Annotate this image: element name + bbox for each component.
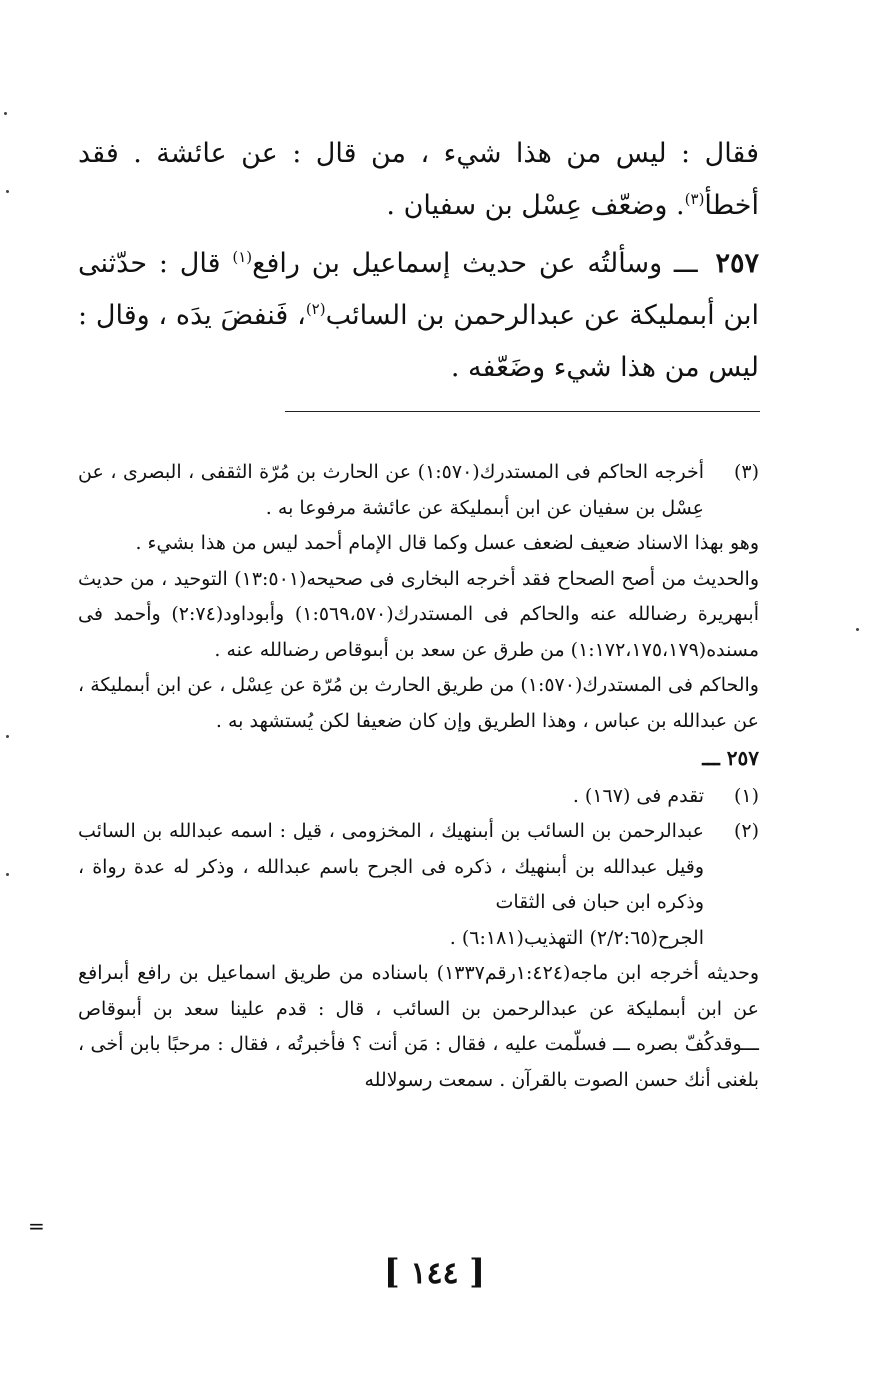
footnote-label: (٣)	[733, 461, 759, 483]
scan-speck	[6, 735, 9, 738]
para2-text-c: ، فَنفضَ يدَه ، وقال : ليس من هذا شيء وضَعّفه .	[78, 300, 759, 383]
footnote-text: والحديث من أصح الصحاح فقد أخرجه البخارى فى صحيحه(١٣:٥٠١) التوحيد ، من حديث أبىهريرة رضىالله عنه والحاكم فى المستدرك(١:٥٦٩،٥٧٠) وأبوداود(٢:٧٤) وأحمد فى مسنده(١:١٧٢،١٧٥،١٧٩) من طرق عن سعد بن أبىوقاص رضىالله عنه .	[78, 567, 759, 661]
footnote-ref-2[interactable]: (٢)	[305, 300, 326, 318]
main-paragraph-1	[78, 128, 759, 232]
scan-speck	[856, 628, 859, 631]
bracket-open: [	[469, 1252, 486, 1292]
footnotes	[78, 455, 759, 1098]
footnote-1	[78, 779, 759, 815]
para1-text: فقال : ليس من هذا شيء ، من قال : عن عائشة . فقد أخطأ	[78, 138, 759, 221]
footnote-label: (١)	[733, 784, 759, 807]
footnote-text: الجرح(٢/٢:٦٥) التهذيب(٦:١٨١) .	[449, 926, 704, 949]
footnote-text: عبدالرحمن بن السائب بن أبىنهيك ، المخزومى ، قيل : اسمه عبدالله بن السائب وقيل عبدالله بن أبىنهيك ، ذكره فى الجرح باسم عبدالله ، وذكر له عدة رواة ، وذكره ابن حبان فى الثقات	[78, 820, 704, 913]
footnote-section-heading: ٢٥٧ ـــ	[702, 746, 759, 770]
continuation-mark: =	[28, 1214, 45, 1238]
para1-end: . وضعّف عِسْل بن سفيان .	[386, 190, 685, 221]
page-number-value: ١٤٤	[410, 1256, 459, 1291]
scan-speck	[6, 873, 9, 876]
main-text	[78, 128, 759, 394]
footnote-2	[78, 814, 759, 1098]
para2-text-b: قال : حدّثنى ابن أبىمليكة عن عبدالرحمن بن السائب	[78, 248, 759, 331]
footnote-divider	[285, 411, 760, 412]
footnote-text: أخرجه الحاكم فى المستدرك(١:٥٧٠) عن الحارث بن مُرّة الثقفى ، البصرى ، عن عِسْل بن سفيان عن ابن أبىمليكة عن عائشة مرفوعا به .	[78, 461, 704, 519]
footnote-3	[78, 455, 759, 739]
scan-speck	[4, 112, 7, 115]
footnote-text: وهو بهذا الاسناد ضعيف لضعف عسل وكما قال الإمام أحمد ليس من هذا بشيء .	[135, 532, 759, 554]
scan-speck	[6, 190, 9, 193]
page-number	[0, 1252, 869, 1292]
para2-text-a: ـــ وسألتُه عن حديث إسماعيل بن رافع	[252, 248, 710, 279]
footnote-ref-3[interactable]: (٣)	[684, 190, 705, 208]
main-paragraph-2	[78, 238, 759, 394]
bracket-close: ]	[383, 1252, 400, 1292]
footnote-text: والحاكم فى المستدرك(١:٥٧٠) من طريق الحارث بن مُرّة عن عِسْل ، عن ابن أبىمليكة ، عن عبدالله بن عباس ، وهذا الطريق وإن كان ضعيفا لكن يُستشهد به .	[78, 674, 759, 732]
footnote-label: (٢)	[733, 820, 759, 842]
footnote-text: وحديثه أخرجه ابن ماجه(١:٤٢٤رقم١٣٣٧) باسناده من طريق اسماعيل بن رافع أبىرافع عن ابن أبىمليكة عن عبدالرحمن بن السائب ، قال : قدم علينا سعد بن أبىوقاص ـــوقدكُفّ بصره ـــ فسلّمت عليه ، فقال : مَن أنت ؟ فأخبرتُه ، فقال : مرحبًا بابن أخى ، بلغنى أنك حسن الصوت بالقرآن . سمعت رسولالله	[78, 962, 760, 1091]
entry-number: ٢٥٧	[715, 248, 760, 279]
footnote-ref-1[interactable]: (١)	[232, 248, 253, 266]
footnote-text: تقدم فى (١٦٧) .	[572, 784, 704, 807]
